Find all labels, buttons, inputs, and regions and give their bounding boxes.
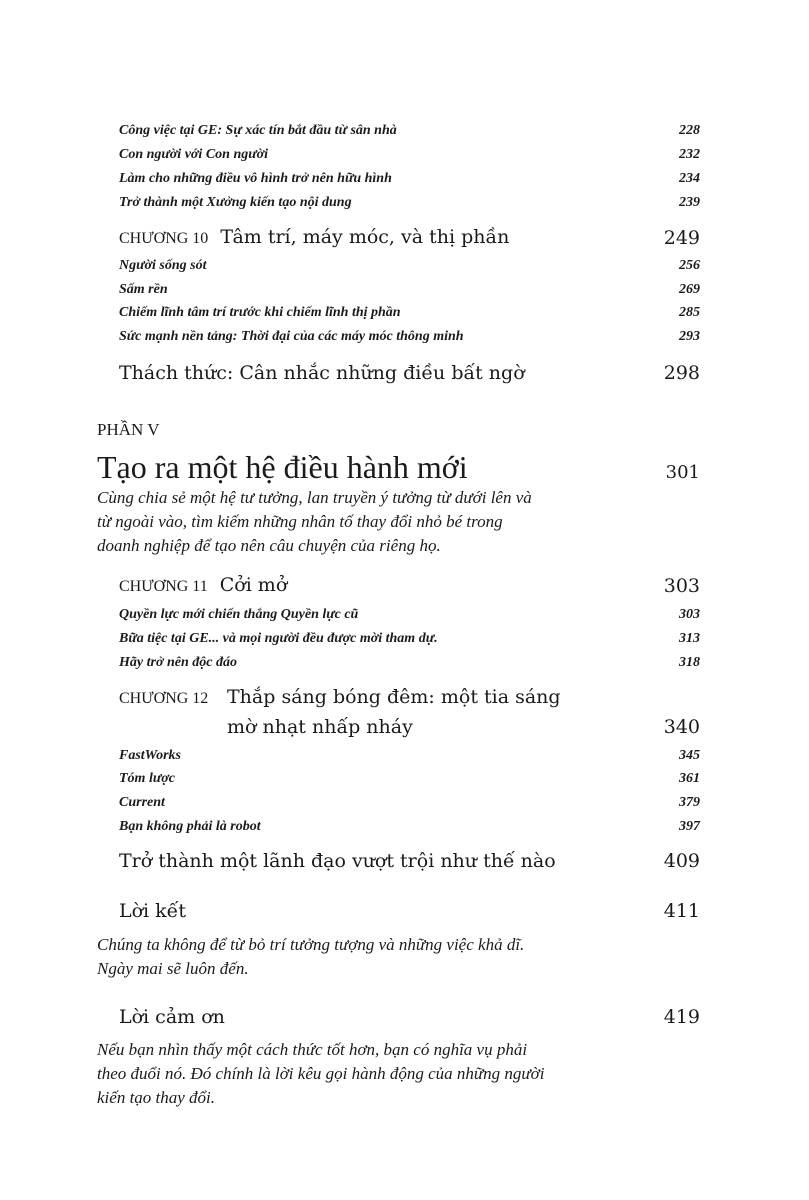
entry-title: FastWorks — [119, 748, 181, 763]
part-description — [97, 486, 657, 558]
toc-entry — [119, 651, 700, 675]
chapter-12-heading — [119, 683, 700, 742]
description-line: Chúng ta không để từ bỏ trí tưởng tượng và những việc khả dĩ. — [97, 935, 525, 954]
description-line: Ngày mai sẽ luôn đến. — [97, 959, 249, 978]
entry-page: 379 — [679, 795, 700, 810]
entry-title: Tóm lược — [119, 771, 175, 786]
entry-page: 239 — [679, 195, 700, 210]
toc-entry — [119, 815, 700, 839]
toc-entry — [119, 744, 700, 768]
entry-page: 285 — [679, 305, 700, 320]
chapter-label: CHƯƠNG 12 — [119, 690, 209, 707]
entry-page: 232 — [679, 147, 700, 162]
entry-title: Con người với Con người — [119, 147, 269, 162]
epilogue-description — [97, 933, 657, 981]
entry-page: 361 — [679, 771, 700, 786]
entry-title: Lời cảm ơn — [119, 1006, 225, 1028]
chapter-title-line2: mờ nhạt nhấp nháy — [227, 716, 413, 738]
entry-title: Người sống sót — [119, 258, 207, 273]
entry-title: Bạn không phải là robot — [119, 819, 261, 834]
acknowledgements-description — [97, 1038, 657, 1110]
chapter-page: 340 — [663, 716, 700, 738]
entry-title: Trở thành một lãnh đạo vượt trội như thế nào — [119, 850, 556, 872]
description-line: kiến tạo thay đổi. — [97, 1088, 216, 1107]
entry-page: 409 — [663, 850, 700, 872]
entry-page: 313 — [679, 631, 700, 646]
chapter-title: Thắp sáng bóng đêm: một tia sáng — [227, 686, 561, 708]
entry-page: 293 — [679, 329, 700, 344]
acknowledgements-entry — [119, 1002, 700, 1032]
description-line: theo đuổi nó. Đó chính là lời kêu gọi hành động của những người — [97, 1064, 545, 1083]
entry-page: 419 — [663, 1006, 700, 1028]
entry-title: Sấm rền — [119, 282, 168, 297]
toc-entry — [119, 301, 700, 325]
entry-title: Làm cho những điều vô hình trở nên hữu hình — [119, 171, 392, 186]
toc-entry — [119, 791, 700, 815]
entry-title: Lời kết — [119, 900, 187, 922]
entry-title: Current — [119, 795, 165, 810]
entry-title: Sức mạnh nền tảng: Thời đại của các máy móc thông minh — [119, 329, 464, 344]
entry-page: 303 — [679, 607, 700, 622]
part-label: PHẦN V — [97, 420, 160, 439]
epilogue-entry — [119, 896, 700, 926]
part-page: 301 — [665, 462, 700, 483]
part-title: Tạo ra một hệ điều hành mới — [97, 449, 468, 485]
entry-page: 318 — [679, 655, 700, 670]
entry-title: Bữa tiệc tại GE... và mọi người đều được mời tham dự. — [119, 631, 438, 646]
toc-entry — [119, 767, 700, 791]
chapter-page: 249 — [663, 227, 700, 249]
description-line: từ ngoài vào, tìm kiếm những nhân tố thay đổi nhỏ bé trong — [97, 512, 503, 531]
part-title-row — [97, 445, 700, 489]
toc-entry — [119, 325, 700, 349]
chapter-title: Cởi mở — [219, 574, 288, 596]
toc-entry — [119, 119, 700, 143]
entry-page: 234 — [679, 171, 700, 186]
entry-page: 298 — [663, 362, 700, 384]
toc-entry — [119, 627, 700, 651]
entry-page: 345 — [679, 748, 700, 763]
entry-title: Công việc tại GE: Sự xác tín bắt đầu từ sân nhà — [119, 123, 397, 138]
description-line: Cùng chia sẻ một hệ tư tưởng, lan truyền ý tưởng từ dưới lên và — [97, 488, 532, 507]
challenge-entry — [119, 358, 700, 388]
toc-entry — [119, 191, 700, 215]
entry-title: Quyền lực mới chiến thắng Quyền lực cũ — [119, 607, 359, 622]
toc-entry — [119, 603, 700, 627]
chapter-label: CHƯƠNG 11 — [119, 578, 208, 595]
chapter-10-heading — [119, 223, 700, 253]
entry-page: 228 — [679, 123, 700, 138]
toc-entry — [119, 278, 700, 302]
toc-entry — [119, 254, 700, 278]
entry-title: Chiếm lĩnh tâm trí trước khi chiếm lĩnh thị phần — [119, 305, 401, 320]
chapter-page: 303 — [663, 575, 700, 597]
toc-entry — [119, 143, 700, 167]
entry-page: 397 — [679, 819, 700, 834]
entry-page: 411 — [663, 900, 700, 922]
toc-entry — [119, 167, 700, 191]
entry-page: 269 — [679, 282, 700, 297]
chapter-label: CHƯƠNG 10 — [119, 230, 209, 247]
challenge-entry — [119, 846, 700, 876]
description-line: Nếu bạn nhìn thấy một cách thức tốt hơn, bạn có nghĩa vụ phải — [97, 1040, 528, 1059]
entry-page: 256 — [679, 258, 700, 273]
description-line: doanh nghiệp để tạo nên câu chuyện của riêng họ. — [97, 536, 441, 555]
entry-title: Hãy trở nên độc đáo — [119, 655, 237, 670]
chapter-title: Tâm trí, máy móc, và thị phần — [220, 226, 510, 248]
entry-title: Thách thức: Cân nhắc những điều bất ngờ — [119, 362, 525, 384]
entry-title: Trở thành một Xưởng kiến tạo nội dung — [119, 195, 352, 210]
chapter-11-heading — [119, 571, 700, 601]
